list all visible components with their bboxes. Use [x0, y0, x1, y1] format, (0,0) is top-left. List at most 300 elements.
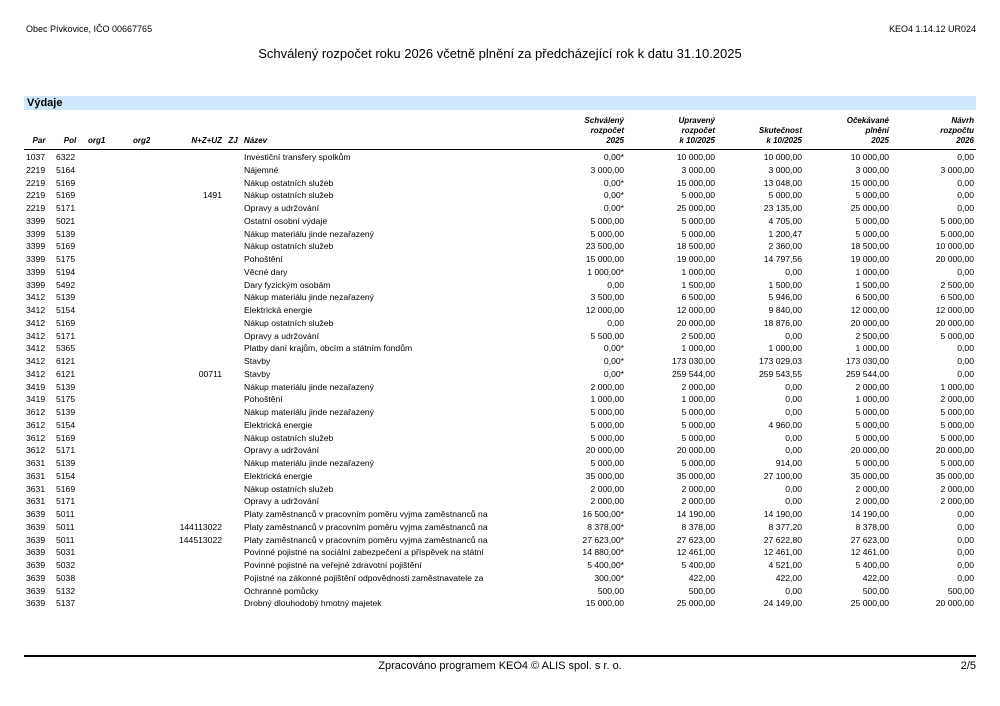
cell-upraveny: 35 000,00 — [676, 470, 715, 481]
cell-navrh: 0,00 — [957, 203, 974, 213]
column-header-row — [24, 116, 976, 146]
cell-upraveny: 6 500,00 — [681, 292, 715, 303]
cell-nazev: Elektrická energie — [244, 470, 313, 481]
cell-org1 — [86, 546, 131, 559]
cell-par: 3399 — [26, 254, 46, 264]
cell-ocekavane: 35 000,00 — [850, 470, 889, 481]
table-row — [24, 470, 976, 483]
cell-pol: 6121 — [56, 368, 76, 379]
cell-nzuz — [176, 330, 224, 343]
cell-skutecnost: 0,00 — [785, 330, 802, 341]
cell-pol: 5171 — [56, 330, 76, 341]
cell-zj — [224, 151, 242, 164]
cell-navrh: 20 000,00 — [935, 254, 974, 264]
cell-zj — [224, 291, 242, 304]
cell-org1 — [86, 240, 131, 253]
cell-pol: 5175 — [56, 394, 76, 405]
cell-par: 3612 — [26, 407, 46, 417]
section-header: Výdaje — [24, 96, 976, 110]
cell-org1 — [86, 355, 131, 368]
cell-skutecnost: 9 840,00 — [768, 305, 802, 315]
cell-org2 — [131, 521, 176, 534]
col-org1: org1 — [88, 136, 106, 145]
cell-org1 — [86, 317, 131, 330]
cell-par: 3412 — [26, 343, 46, 354]
table-row — [24, 317, 976, 330]
cell-schvaleny: 16 500,00* — [582, 509, 624, 519]
cell-pol: 6121 — [56, 356, 76, 366]
cell-upraveny: 20 000,00 — [676, 317, 715, 328]
col-ocekavane: Očekávané plnění 2025 — [846, 116, 889, 145]
cell-schvaleny: 3 000,00 — [590, 164, 624, 175]
cell-org2 — [131, 240, 176, 253]
col-nzuz: N+Z+UZ — [191, 136, 222, 145]
cell-navrh: 6 500,00 — [940, 292, 974, 303]
cell-org1 — [86, 342, 131, 355]
cell-navrh: 20 000,00 — [935, 598, 974, 609]
cell-upraveny: 14 190,00 — [676, 509, 715, 519]
cell-skutecnost: 0,00 — [785, 407, 802, 417]
cell-zj — [224, 228, 242, 241]
cell-schvaleny: 2 000,00 — [590, 496, 624, 507]
cell-pol: 5175 — [56, 254, 76, 264]
cell-nazev: Opravy a udržování — [244, 203, 319, 213]
cell-org2 — [131, 585, 176, 598]
cell-nazev: Povinné pojistné na sociální zabezpečení a příspěvek na státní — [244, 547, 484, 558]
cell-org1 — [86, 189, 131, 202]
cell-skutecnost: 4 960,00 — [768, 419, 802, 430]
cell-org2 — [131, 495, 176, 508]
cell-nzuz — [176, 304, 224, 317]
cell-nazev: Nákup ostatních služeb — [244, 241, 334, 252]
table-row — [24, 457, 976, 470]
cell-nazev: Nájemné — [244, 164, 279, 175]
cell-zj — [224, 572, 242, 585]
cell-upraveny: 5 000,00 — [681, 458, 715, 468]
cell-ocekavane: 15 000,00 — [850, 177, 889, 188]
cell-ocekavane: 19 000,00 — [850, 254, 889, 264]
cell-pol: 5154 — [56, 419, 76, 430]
cell-org1 — [86, 330, 131, 343]
cell-org1 — [86, 266, 131, 279]
cell-schvaleny: 35 000,00 — [585, 470, 624, 481]
table-row — [24, 368, 976, 381]
table-row — [24, 279, 976, 292]
cell-pol: 5011 — [56, 509, 75, 519]
cell-schvaleny: 14 880,00* — [582, 547, 624, 558]
cell-org2 — [131, 189, 176, 202]
cell-skutecnost: 0,00 — [785, 483, 802, 494]
cell-navrh: 12 000,00 — [935, 305, 974, 315]
table-row — [24, 189, 976, 202]
cell-par: 3412 — [26, 305, 46, 315]
cell-org2 — [131, 406, 176, 419]
cell-nazev: Nákup materiálu jinde nezařazený — [244, 228, 374, 239]
cell-nazev: Nákup ostatních služeb — [244, 190, 334, 201]
program-version: KEO4 1.14.12 UR024 — [888, 24, 976, 34]
cell-org2 — [131, 559, 176, 572]
cell-skutecnost: 1 200,47 — [768, 228, 802, 239]
cell-org1 — [86, 151, 131, 164]
cell-schvaleny: 500,00 — [597, 585, 624, 596]
cell-ocekavane: 1 000,00 — [855, 266, 889, 277]
cell-pol: 5154 — [56, 305, 76, 315]
cell-schvaleny: 1 000,00 — [590, 394, 624, 405]
cell-org2 — [131, 444, 176, 457]
col-schvaleny: Schválený rozpočet 2025 — [584, 116, 624, 145]
cell-zj — [224, 521, 242, 534]
cell-nzuz — [176, 228, 224, 241]
table-row — [24, 597, 976, 610]
header-divider — [24, 149, 976, 150]
cell-ocekavane: 6 500,00 — [855, 292, 889, 303]
cell-schvaleny: 20 000,00 — [585, 445, 624, 456]
cell-navrh: 2 000,00 — [940, 394, 974, 405]
cell-upraveny: 1 500,00 — [681, 279, 715, 290]
cell-org1 — [86, 291, 131, 304]
cell-org1 — [86, 521, 131, 534]
cell-skutecnost: 1 000,00 — [768, 343, 802, 354]
cell-schvaleny: 27 623,00* — [582, 534, 624, 545]
cell-par: 3399 — [26, 228, 46, 239]
cell-schvaleny: 23 500,00 — [585, 241, 624, 252]
cell-navrh: 5 000,00 — [940, 407, 974, 417]
cell-org2 — [131, 253, 176, 266]
cell-skutecnost: 24 149,00 — [763, 598, 802, 609]
cell-schvaleny: 1 000,00* — [587, 266, 624, 277]
cell-upraveny: 500,00 — [688, 585, 715, 596]
table-row — [24, 304, 976, 317]
cell-ocekavane: 5 400,00 — [855, 560, 889, 570]
cell-navrh: 10 000,00 — [935, 241, 974, 252]
cell-par: 3639 — [26, 521, 46, 532]
cell-skutecnost: 23 135,00 — [763, 203, 802, 213]
cell-upraveny: 2 000,00 — [681, 381, 715, 392]
cell-org1 — [86, 177, 131, 190]
table-row — [24, 495, 976, 508]
cell-par: 3419 — [26, 394, 46, 405]
cell-pol: 5169 — [56, 317, 76, 328]
cell-zj — [224, 508, 242, 521]
cell-nzuz — [176, 495, 224, 508]
cell-org1 — [86, 534, 131, 547]
cell-par: 2219 — [26, 190, 46, 201]
cell-pol: 5194 — [56, 266, 76, 277]
cell-zj — [224, 253, 242, 266]
cell-upraveny: 1 000,00 — [681, 343, 715, 354]
cell-skutecnost: 259 543,55 — [758, 368, 802, 379]
cell-par: 3639 — [26, 509, 46, 519]
cell-org2 — [131, 368, 176, 381]
cell-org1 — [86, 419, 131, 432]
cell-nazev: Nákup ostatních služeb — [244, 483, 334, 494]
cell-nazev: Ostatní osobní výdaje — [244, 215, 328, 226]
cell-nazev: Nákup ostatních služeb — [244, 177, 334, 188]
cell-skutecnost: 5 946,00 — [768, 292, 802, 303]
cell-nazev: Ochranné pomůcky — [244, 585, 319, 596]
cell-ocekavane: 20 000,00 — [850, 317, 889, 328]
cell-ocekavane: 25 000,00 — [850, 598, 889, 609]
table-row — [24, 432, 976, 445]
cell-ocekavane: 5 000,00 — [855, 407, 889, 417]
cell-par: 3399 — [26, 279, 46, 290]
cell-upraveny: 1 000,00 — [681, 394, 715, 405]
cell-zj — [224, 279, 242, 292]
cell-pol: 5154 — [56, 470, 76, 481]
cell-org2 — [131, 177, 176, 190]
cell-upraveny: 8 378,00 — [681, 521, 715, 532]
cell-org1 — [86, 406, 131, 419]
cell-zj — [224, 495, 242, 508]
cell-pol: 5137 — [56, 598, 76, 609]
cell-nzuz — [176, 597, 224, 610]
table-row — [24, 419, 976, 432]
cell-skutecnost: 5 000,00 — [768, 190, 802, 201]
cell-schvaleny: 5 000,00 — [590, 407, 624, 417]
cell-ocekavane: 500,00 — [862, 585, 889, 596]
cell-nazev: Platy zaměstnanců v pracovním poměru vyjma zaměstnanců na — [244, 509, 488, 519]
cell-pol: 5139 — [56, 458, 76, 468]
cell-upraveny: 25 000,00 — [676, 203, 715, 213]
cell-par: 2219 — [26, 177, 46, 188]
cell-schvaleny: 5 500,00 — [590, 330, 624, 341]
footer-divider — [24, 655, 976, 657]
cell-skutecnost: 0,00 — [785, 394, 802, 405]
budget-table — [24, 151, 976, 610]
cell-nzuz — [176, 444, 224, 457]
cell-par: 3612 — [26, 432, 46, 443]
cell-org2 — [131, 330, 176, 343]
cell-ocekavane: 5 000,00 — [855, 228, 889, 239]
cell-skutecnost: 18 876,00 — [763, 317, 802, 328]
cell-zj — [224, 432, 242, 445]
cell-skutecnost: 914,00 — [775, 458, 802, 468]
cell-skutecnost: 14 797,56 — [763, 254, 802, 264]
cell-pol: 5031 — [56, 547, 76, 558]
cell-org1 — [86, 508, 131, 521]
cell-zj — [224, 189, 242, 202]
cell-navrh: 5 000,00 — [940, 458, 974, 468]
table-row — [24, 202, 976, 215]
cell-nzuz — [176, 342, 224, 355]
cell-schvaleny: 0,00* — [603, 177, 624, 188]
cell-navrh: 5 000,00 — [940, 215, 974, 226]
cell-upraveny: 2 000,00 — [681, 483, 715, 494]
table-row — [24, 151, 976, 164]
cell-navrh: 0,00 — [957, 572, 974, 583]
table-row — [24, 585, 976, 598]
cell-skutecnost: 8 377,20 — [768, 521, 802, 532]
cell-skutecnost: 4 521,00 — [768, 560, 802, 570]
cell-nzuz — [176, 317, 224, 330]
table-row — [24, 572, 976, 585]
cell-nzuz — [176, 508, 224, 521]
cell-upraveny: 5 000,00 — [681, 419, 715, 430]
cell-zj — [224, 419, 242, 432]
cell-navrh: 0,00 — [957, 509, 974, 519]
cell-nzuz — [176, 177, 224, 190]
cell-nazev: Pohoštění — [244, 394, 283, 405]
cell-pol: 5038 — [56, 572, 76, 583]
cell-nazev: Platy zaměstnanců v pracovním poměru vyjma zaměstnanců na — [244, 534, 488, 545]
cell-nazev: Stavby — [244, 368, 271, 379]
cell-nazev: Pojistné na zákonné pojištění odpovědnosti zaměstnavatele za — [244, 572, 484, 583]
table-row — [24, 164, 976, 177]
cell-zj — [224, 444, 242, 457]
cell-org1 — [86, 202, 131, 215]
cell-org2 — [131, 508, 176, 521]
cell-ocekavane: 5 000,00 — [855, 458, 889, 468]
cell-nazev: Nákup ostatních služeb — [244, 432, 334, 443]
cell-schvaleny: 5 000,00 — [590, 458, 624, 468]
table-row — [24, 483, 976, 496]
cell-schvaleny: 0,00 — [607, 279, 624, 290]
cell-zj — [224, 317, 242, 330]
cell-nzuz — [176, 279, 224, 292]
cell-org2 — [131, 432, 176, 445]
cell-schvaleny: 0,00* — [603, 190, 624, 201]
page-number: 2/5 — [960, 660, 976, 672]
cell-org2 — [131, 457, 176, 470]
cell-par: 3631 — [26, 470, 46, 481]
cell-nazev: Dary fyzickým osobám — [244, 279, 331, 290]
cell-skutecnost: 0,00 — [785, 381, 802, 392]
cell-zj — [224, 177, 242, 190]
col-upraveny: Upravený rozpočet k 10/2025 — [678, 116, 715, 145]
col-nazev: Název — [244, 136, 268, 145]
table-row — [24, 330, 976, 343]
cell-nazev: Povinné pojistné na veřejné zdravotní pojištění — [244, 560, 422, 570]
cell-nzuz — [176, 470, 224, 483]
cell-zj — [224, 330, 242, 343]
cell-navrh: 35 000,00 — [935, 470, 974, 481]
cell-par: 3399 — [26, 266, 46, 277]
cell-ocekavane: 10 000,00 — [850, 152, 889, 162]
col-navrh: Návrh rozpočtu 2026 — [940, 116, 974, 145]
cell-schvaleny: 5 000,00 — [590, 419, 624, 430]
cell-par: 1037 — [26, 152, 46, 162]
cell-zj — [224, 393, 242, 406]
cell-zj — [224, 559, 242, 572]
cell-par: 3639 — [26, 598, 46, 609]
cell-ocekavane: 5 000,00 — [855, 432, 889, 443]
cell-navrh: 5 000,00 — [940, 330, 974, 341]
cell-org1 — [86, 572, 131, 585]
cell-pol: 5139 — [56, 228, 76, 239]
cell-pol: 5011 — [56, 534, 75, 545]
cell-org1 — [86, 470, 131, 483]
cell-schvaleny: 12 000,00 — [585, 305, 624, 315]
cell-navrh: 1 000,00 — [940, 381, 974, 392]
table-row — [24, 546, 976, 559]
cell-navrh: 0,00 — [957, 356, 974, 366]
cell-par: 3399 — [26, 215, 46, 226]
cell-ocekavane: 259 544,00 — [845, 368, 889, 379]
cell-pol: 5021 — [56, 215, 76, 226]
table-row — [24, 521, 976, 534]
cell-par: 3639 — [26, 534, 46, 545]
cell-pol: 5169 — [56, 483, 76, 494]
cell-skutecnost: 1 500,00 — [768, 279, 802, 290]
cell-navrh: 0,00 — [957, 152, 974, 162]
cell-pol: 5171 — [56, 445, 76, 456]
cell-zj — [224, 266, 242, 279]
cell-skutecnost: 13 048,00 — [763, 177, 802, 188]
table-row — [24, 406, 976, 419]
cell-nazev: Pohoštění — [244, 254, 283, 264]
cell-navrh: 0,00 — [957, 547, 974, 558]
cell-navrh: 2 000,00 — [940, 496, 974, 507]
cell-nzuz — [176, 381, 224, 394]
cell-upraveny: 19 000,00 — [676, 254, 715, 264]
cell-upraveny: 25 000,00 — [676, 598, 715, 609]
cell-org2 — [131, 202, 176, 215]
cell-skutecnost: 14 190,00 — [763, 509, 802, 519]
cell-org1 — [86, 164, 131, 177]
cell-schvaleny: 5 000,00 — [590, 432, 624, 443]
cell-pol: 5139 — [56, 407, 76, 417]
cell-upraveny: 15 000,00 — [676, 177, 715, 188]
organization-name: Obec Pívkovice, IČO 00667765 — [26, 24, 153, 34]
cell-org2 — [131, 546, 176, 559]
table-row — [24, 355, 976, 368]
cell-org2 — [131, 393, 176, 406]
cell-zj — [224, 240, 242, 253]
cell-nzuz — [176, 546, 224, 559]
cell-ocekavane: 2 000,00 — [855, 381, 889, 392]
cell-nzuz: 144113022 — [179, 521, 222, 532]
cell-par: 3399 — [26, 241, 46, 252]
cell-nzuz — [176, 266, 224, 279]
cell-upraveny: 12 000,00 — [676, 305, 715, 315]
cell-schvaleny: 2 000,00 — [590, 381, 624, 392]
cell-skutecnost: 0,00 — [785, 266, 802, 277]
cell-schvaleny: 5 400,00* — [587, 560, 624, 570]
cell-par: 3612 — [26, 445, 46, 456]
cell-org2 — [131, 355, 176, 368]
cell-navrh: 5 000,00 — [940, 432, 974, 443]
cell-zj — [224, 546, 242, 559]
cell-schvaleny: 5 000,00 — [590, 228, 624, 239]
cell-org2 — [131, 279, 176, 292]
cell-nzuz — [176, 419, 224, 432]
cell-upraveny: 18 500,00 — [676, 241, 715, 252]
table-row — [24, 253, 976, 266]
cell-ocekavane: 2 000,00 — [855, 496, 889, 507]
table-row — [24, 534, 976, 547]
cell-zj — [224, 406, 242, 419]
table-row — [24, 444, 976, 457]
cell-pol: 5169 — [56, 241, 76, 252]
cell-ocekavane: 5 000,00 — [855, 419, 889, 430]
cell-skutecnost: 422,00 — [775, 572, 802, 583]
cell-nazev: Investiční transfery spolkům — [244, 152, 351, 162]
report-title: Schválený rozpočet roku 2026 včetně plnění za předcházející rok k datu 31.10.2025 — [258, 46, 742, 61]
cell-org2 — [131, 228, 176, 241]
cell-nzuz — [176, 483, 224, 496]
cell-org1 — [86, 381, 131, 394]
cell-skutecnost: 4 705,00 — [768, 215, 802, 226]
col-org2: org2 — [133, 136, 151, 145]
cell-upraveny: 259 544,00 — [671, 368, 715, 379]
cell-schvaleny: 0,00* — [603, 203, 624, 213]
table-row — [24, 177, 976, 190]
cell-pol: 5164 — [56, 164, 76, 175]
cell-nazev: Nákup materiálu jinde nezařazený — [244, 381, 374, 392]
cell-nzuz — [176, 355, 224, 368]
cell-org1 — [86, 432, 131, 445]
cell-navrh: 20 000,00 — [935, 445, 974, 456]
